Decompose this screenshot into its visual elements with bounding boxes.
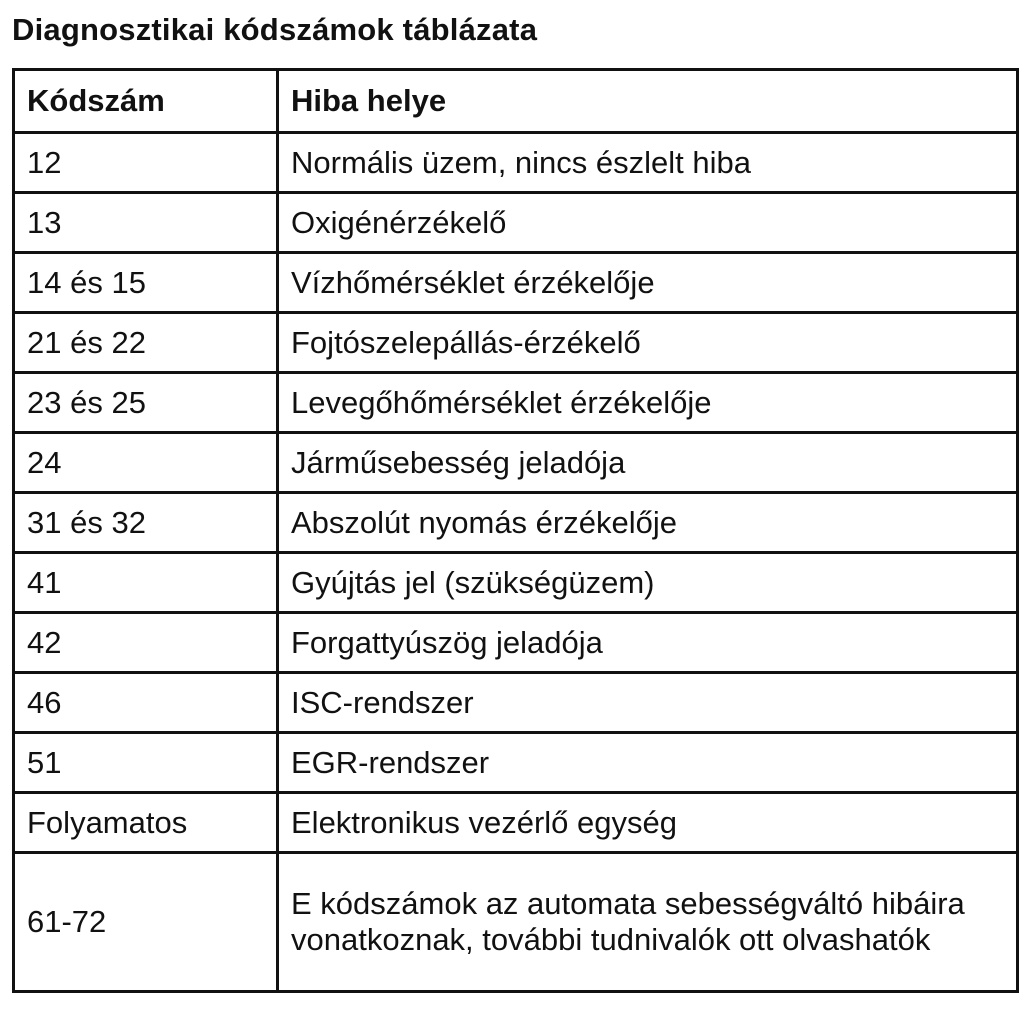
- location-cell: Abszolút nyomás érzékelője: [278, 493, 1018, 553]
- table-row: [14, 253, 1018, 313]
- table-row: [14, 673, 1018, 733]
- code-cell: 61-72: [14, 853, 278, 992]
- column-header-location: Hiba helye: [278, 70, 1018, 133]
- table-row: [14, 793, 1018, 853]
- location-cell: EGR-rendszer: [278, 733, 1018, 793]
- code-cell: 41: [14, 553, 278, 613]
- code-cell: 14 és 15: [14, 253, 278, 313]
- table-row: [14, 313, 1018, 373]
- table-row: [14, 193, 1018, 253]
- table-row: [14, 853, 1018, 992]
- location-cell: Járműsebesség jeladója: [278, 433, 1018, 493]
- code-cell: 31 és 32: [14, 493, 278, 553]
- column-header-code: Kódszám: [14, 70, 278, 133]
- code-cell: 42: [14, 613, 278, 673]
- table-row: [14, 493, 1018, 553]
- code-cell: 13: [14, 193, 278, 253]
- code-cell: 23 és 25: [14, 373, 278, 433]
- table-row: [14, 553, 1018, 613]
- diagnostic-code-table: [12, 68, 1019, 993]
- table-row: [14, 613, 1018, 673]
- location-cell: ISC-rendszer: [278, 673, 1018, 733]
- table-row: [14, 133, 1018, 193]
- code-cell: 51: [14, 733, 278, 793]
- location-cell: Fojtószelepállás-érzékelő: [278, 313, 1018, 373]
- table-row: [14, 373, 1018, 433]
- code-cell: 24: [14, 433, 278, 493]
- location-cell: E kódszámok az automata sebességváltó hibáira vonatkoznak, további tudnivalók ott olvashatók: [278, 853, 1018, 992]
- location-cell: Forgattyúszög jeladója: [278, 613, 1018, 673]
- code-cell: 46: [14, 673, 278, 733]
- location-cell: Gyújtás jel (szükségüzem): [278, 553, 1018, 613]
- table-row: [14, 733, 1018, 793]
- location-cell: Normális üzem, nincs észlelt hiba: [278, 133, 1018, 193]
- table-row: [14, 433, 1018, 493]
- location-cell: Elektronikus vezérlő egység: [278, 793, 1018, 853]
- table-header-row: [14, 70, 1018, 133]
- code-cell: 21 és 22: [14, 313, 278, 373]
- location-cell: Levegőhőmérséklet érzékelője: [278, 373, 1018, 433]
- code-cell: 12: [14, 133, 278, 193]
- code-cell: Folyamatos: [14, 793, 278, 853]
- location-cell: Oxigénérzékelő: [278, 193, 1018, 253]
- page-title: Diagnosztikai kódszámok táblázata: [12, 12, 538, 47]
- location-cell: Vízhőmérséklet érzékelője: [278, 253, 1018, 313]
